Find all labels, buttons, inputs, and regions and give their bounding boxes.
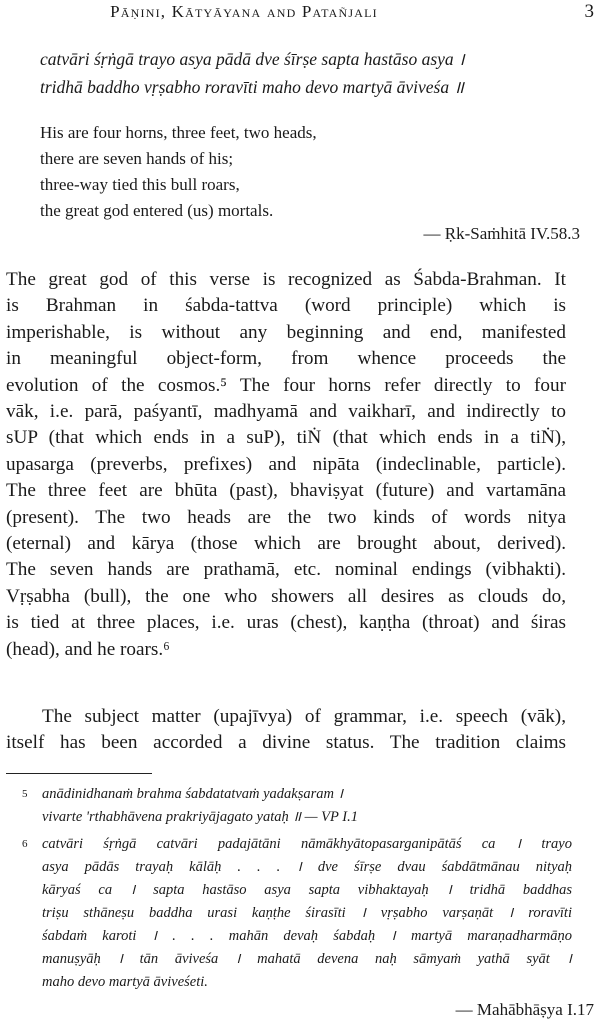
footnote-5 [6, 783, 572, 829]
body-line: imperishable, is without any beginning and end, manifested [6, 321, 566, 343]
footnote-line: vivarte 'rthabhāvena prakriyājagato yataḥ ॥ — VP I.1 [42, 809, 358, 825]
sanskrit-verse [40, 45, 590, 101]
body-line: in meaningful object-form, from whence proceeds the [6, 348, 566, 370]
footnote-line: catvāri śṛṅgā catvāri padajātāni nāmākhyātopasarganipātāś ca । trayo [42, 836, 572, 852]
verse-line: tridhā baddho vṛṣabho roravīti maho devo martyā āviveśa ॥ [40, 77, 464, 97]
footnote-number: 6 [22, 838, 28, 850]
body-line: upasarga (preverbs, prefixes) and nipāta (indeclinable, particle). [6, 453, 566, 475]
verse-translation [40, 120, 580, 224]
body-line: itself has been accorded a divine status. The tradition claims [6, 732, 566, 754]
body-line: evolution of the cosmos.⁵ The four horns refer directly to four [6, 374, 566, 396]
footnote-line: śabdaṁ karoti । . . . mahān devaḥ śabdaḥ । martyā maraṇadharmāṇo [42, 928, 572, 944]
body-line: (present). The two heads are the two kinds of words nitya [6, 506, 566, 528]
translation-source: — Ṛk-Saṁhitā IV.58.3 [423, 224, 580, 243]
footnote-rule [6, 773, 152, 774]
footnote-source: — Mahābhāṣya I.17 [455, 1000, 594, 1019]
body-line: The subject matter (upajīvya) of grammar, i.e. speech (vāk), [42, 706, 566, 727]
verse-line: catvāri śṛṅgā trayo asya pādā dve śīrṣe sapta hastāso asya । [40, 49, 465, 69]
body-line: (head), and he roars.⁶ [6, 638, 170, 660]
footnote-line: maho devo martyā āviveśeti. [42, 974, 208, 990]
translation-line: there are seven hands of his; [40, 149, 234, 168]
body-line: The seven hands are prathamā, etc. nominal endings (vibhakti). [6, 559, 566, 581]
footnote-line: kāryaś ca । sapta hastāso asya sapta vibhaktayaḥ । tridhā baddhas [42, 882, 572, 898]
page-header [0, 0, 600, 26]
body-line: Vṛṣabha (bull), the one who showers all desires as clouds do, [6, 585, 566, 607]
translation-line: His are four horns, three feet, two heads, [40, 123, 317, 142]
body-line: is Brahman in śabda-tattva (word principle) which is [6, 295, 566, 317]
body-line: The great god of this verse is recognized as Śabda-Brahman. It [6, 269, 566, 290]
body-line: The three feet are bhūta (past), bhaviṣyat (future) and vartamāna [6, 480, 566, 502]
body-line: is tied at three places, i.e. uras (chest), kaṇṭha (throat) and śiras [6, 612, 566, 634]
translation-line: three-way tied this bull roars, [40, 175, 240, 194]
running-head: Pāṇini, Kātyāyana and Patañjali [110, 2, 378, 21]
footnote-line: anādinidhanaṁ brahma śabdatatvaṁ yadakṣaram । [42, 786, 344, 802]
body-paragraph-2 [6, 704, 566, 757]
footnote-line: asya pādās trayaḥ kālāḥ . . . । dve śīrṣe dvau śabdātmānau nityaḥ [42, 859, 572, 875]
footnote-line: manuṣyāḥ । tān āviveśa । mahatā devena naḥ sāmyaṁ yathā syāt । [42, 951, 572, 967]
body-paragraph-1 [6, 267, 566, 663]
page-number: 3 [584, 1, 594, 22]
body-line: (eternal) and kārya (those which are brought about, derived). [6, 533, 566, 555]
translation-line: the great god entered (us) mortals. [40, 201, 274, 220]
footnote-6 [6, 833, 572, 994]
footnote-number: 5 [22, 788, 28, 800]
body-line: sUP (that which ends in a suP), tiṄ (that which ends in a tiṄ), [6, 427, 566, 449]
body-line: vāk, i.e. parā, paśyantī, madhyamā and vaikharī, and indirectly to [6, 401, 566, 423]
footnote-line: triṣu sthāneṣu baddha urasi kaṇṭhe śirasīti । vṛṣabho varṣaṇāt । roravīti [42, 905, 572, 921]
